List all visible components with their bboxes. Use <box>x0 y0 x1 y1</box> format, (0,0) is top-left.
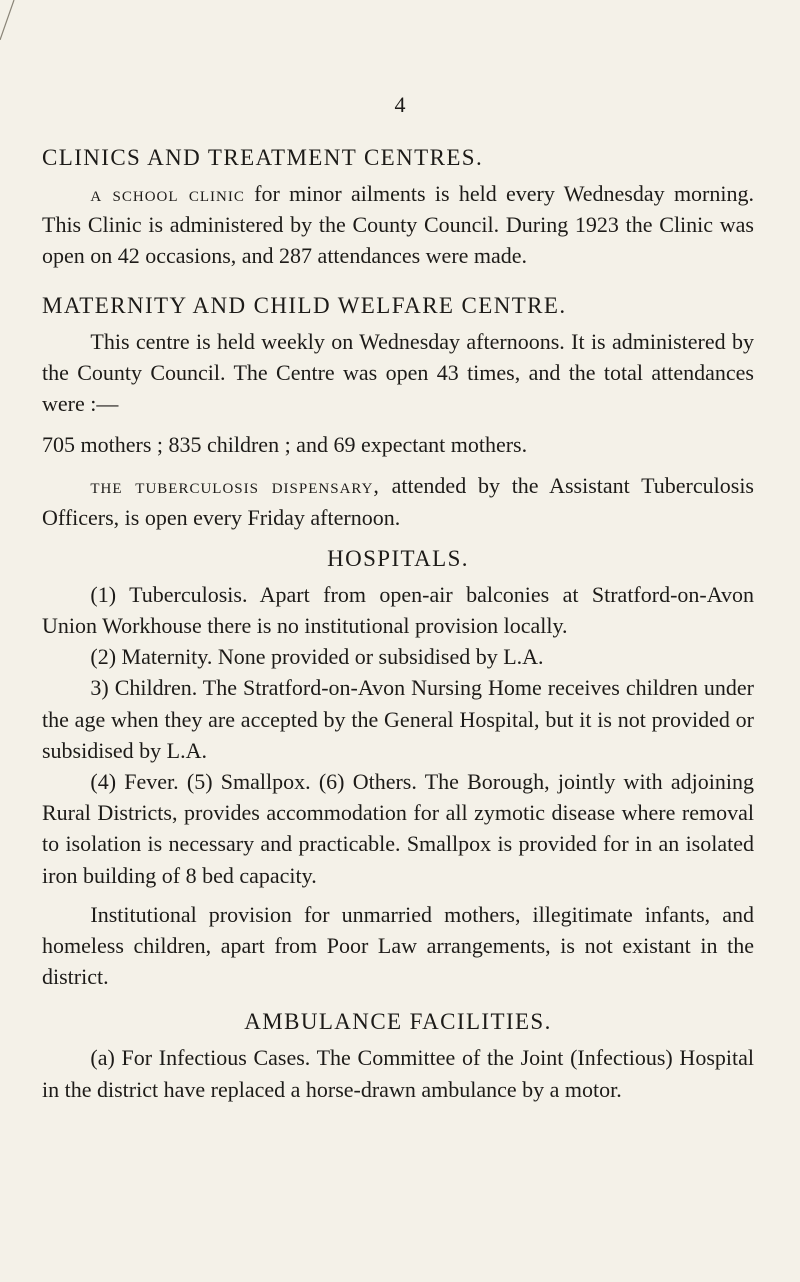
hospitals-heading: HOSPITALS. <box>327 545 469 571</box>
hospitals-tuberculosis: (1) Tuberculosis. Apart from open-air balconies at Stratford-on-Avon Union Workhouse there is no institutional provision locally. <box>42 581 754 639</box>
hospitals-maternity: (2) Maternity. None provided or subsidised by L.A. <box>90 644 544 670</box>
maternity-heading: MATERNITY AND CHILD WELFARE CENTRE. <box>42 292 567 318</box>
ambulance-infectious-cases: (a) For Infectious Cases. The Committee of the Joint (Infectious) Hospital in the district have replaced a horse-drawn ambulance by a motor. <box>42 1045 754 1102</box>
page-fold-mark <box>0 0 18 40</box>
maternity-paragraph-1: This centre is held weekly on Wednesday afternoons. It is administered by the County Council. The Centre was open 43 times, and the total attendances were :— <box>42 328 754 417</box>
clinics-text: for minor ailments is held every Wednesday morning. This Clinic is administered by the County Council. During 1923 the Clinic was open on 42 occasions, and 287 attendances were made. <box>42 181 754 269</box>
clinics-lead: a school clinic <box>90 181 245 206</box>
hospitals-fever-smallpox-others: (4) Fever. (5) Smallpox. (6) Others. The Borough, jointly with adjoining Rural Districts, provides accommodation for all zymotic disease where removal to isolation is necessary and practicable. Smallpox is provided for in an isolated iron building of 8 bed capacity. <box>42 769 754 888</box>
maternity-paragraph-2: 705 mothers ; 835 children ; and 69 expectant mothers. <box>42 432 528 458</box>
tuberculosis-lead: the tuberculosis dispensary, <box>90 473 380 499</box>
ambulance-heading: AMBULANCE FACILITIES. <box>244 1009 552 1035</box>
document-page <box>42 82 754 1105</box>
hospitals-children: 3) Children. The Stratford-on-Avon Nursing Home receives children under the age when they are accepted by the General Hospital, but it is not provided or subsidised by L.A. <box>42 675 754 763</box>
tuberculosis-text: attended by the Assistant Tuberculosis Officers, is open every Friday afternoon. <box>42 473 754 530</box>
hospitals-institutional-provision: Institutional provision for unmarried mothers, illegitimate infants, and homeless children, apart from Poor Law arrangements, is not existant in the district. <box>42 901 754 990</box>
tuberculosis-paragraph <box>42 470 754 532</box>
page-number: 4 <box>394 92 406 117</box>
clinics-heading: CLINICS AND TREATMENT CENTRES. <box>42 145 484 170</box>
clinics-paragraph <box>42 178 754 272</box>
